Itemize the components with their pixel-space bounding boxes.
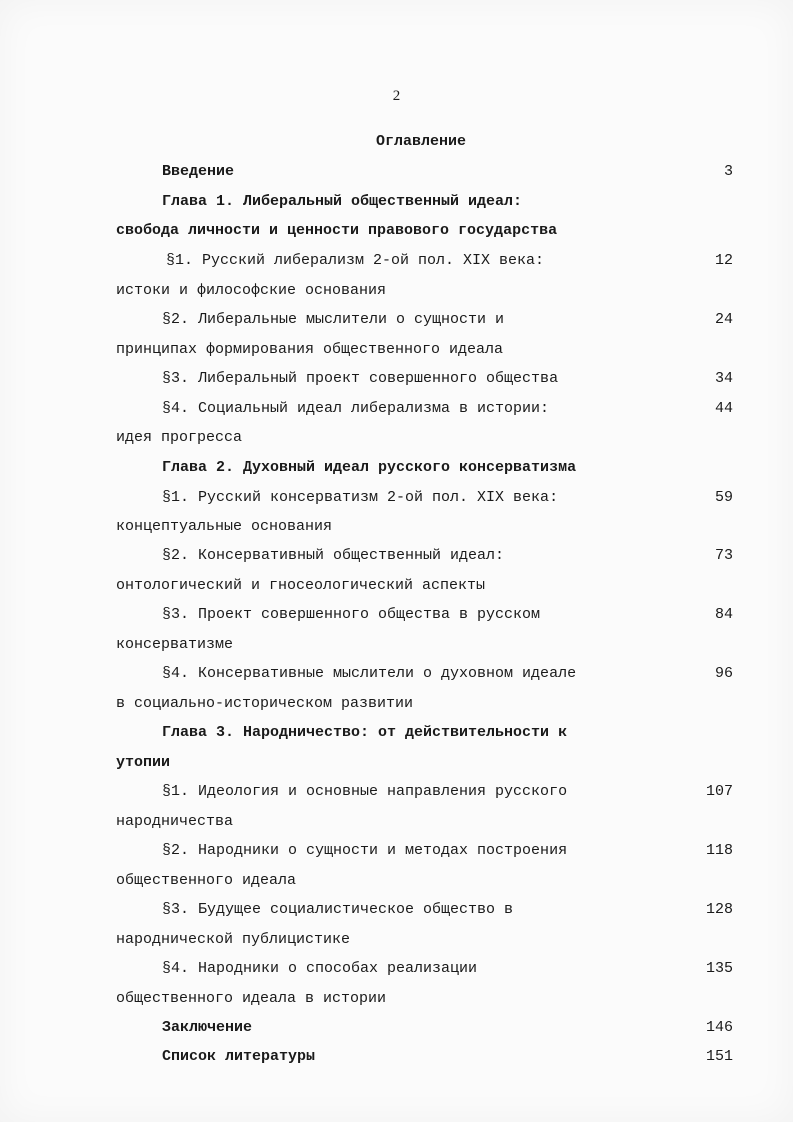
chapter-1-title: Глава 1. Либеральный общественный идеал: bbox=[162, 193, 523, 210]
ch2-section-3: §3. Проект совершенного общества в русском bbox=[162, 606, 541, 623]
ch2-section-1: §1. Русский консерватизм 2-ой пол. XIX века: bbox=[162, 489, 559, 506]
toc-bibliography-label: Список литературы bbox=[162, 1048, 316, 1065]
ch2-section-1-cont: концептуальные основания bbox=[116, 518, 333, 535]
ch1-section-3-page: 34 bbox=[714, 370, 733, 387]
chapter-3-title: Глава 3. Народничество: от действительности к bbox=[162, 724, 568, 741]
ch3-section-4-cont: общественного идеала в истории bbox=[116, 990, 387, 1007]
ch1-section-2: §2. Либеральные мыслители о сущности и bbox=[162, 311, 505, 328]
ch3-section-4: §4. Народники о способах реализации bbox=[162, 960, 478, 977]
ch3-section-2-page: 118 bbox=[705, 842, 733, 859]
ch2-section-2-page: 73 bbox=[714, 547, 733, 564]
ch3-section-3: §3. Будущее социалистическое общество в bbox=[162, 901, 514, 918]
ch3-section-2-cont: общественного идеала bbox=[116, 872, 297, 889]
ch2-section-4: §4. Консервативные мыслители о духовном идеале bbox=[162, 665, 577, 682]
ch1-section-4-cont: идея прогресса bbox=[116, 429, 243, 446]
toc-intro-page: 3 bbox=[723, 163, 733, 180]
ch1-section-1: §1. Русский либерализм 2-ой пол. XIX века: bbox=[166, 252, 545, 269]
ch1-section-1-cont: истоки и философские основания bbox=[116, 282, 387, 299]
toc-title: Оглавление bbox=[375, 133, 466, 150]
toc-conclusion-label: Заключение bbox=[162, 1019, 253, 1036]
chapter-2-title: Глава 2. Духовный идеал русского консерватизма bbox=[162, 459, 577, 476]
ch3-section-1-page: 107 bbox=[705, 783, 733, 800]
ch2-section-4-page: 96 bbox=[714, 665, 733, 682]
toc-intro-label: Введение bbox=[162, 163, 235, 180]
ch2-section-3-page: 84 bbox=[714, 606, 733, 623]
toc-bibliography-page: 151 bbox=[705, 1048, 733, 1065]
ch1-section-1-page: 12 bbox=[714, 252, 733, 269]
page-number: 2 bbox=[392, 88, 401, 104]
ch3-section-1: §1. Идеология и основные направления русского bbox=[162, 783, 568, 800]
ch2-section-4-cont: в социально-историческом развитии bbox=[116, 695, 414, 712]
chapter-1-title-cont: свобода личности и ценности правового государства bbox=[116, 222, 558, 239]
ch2-section-3-cont: консерватизме bbox=[116, 636, 234, 653]
ch1-section-4: §4. Социальный идеал либерализма в истории: bbox=[162, 400, 550, 417]
chapter-3-title-cont: утопии bbox=[116, 754, 171, 771]
ch3-section-2: §2. Народники о сущности и методах построения bbox=[162, 842, 568, 859]
ch1-section-4-page: 44 bbox=[714, 400, 733, 417]
ch1-section-2-page: 24 bbox=[714, 311, 733, 328]
ch3-section-4-page: 135 bbox=[705, 960, 733, 977]
toc-conclusion-page: 146 bbox=[705, 1019, 733, 1036]
ch3-section-3-cont: народнической публицистике bbox=[116, 931, 351, 948]
ch2-section-2-cont: онтологический и гносеологический аспекты bbox=[116, 577, 486, 594]
ch3-section-1-cont: народничества bbox=[116, 813, 234, 830]
ch1-section-2-cont: принципах формирования общественного идеала bbox=[116, 341, 504, 358]
ch2-section-2: §2. Консервативный общественный идеал: bbox=[162, 547, 505, 564]
ch1-section-3: §3. Либеральный проект совершенного общества bbox=[162, 370, 559, 387]
ch3-section-3-page: 128 bbox=[705, 901, 733, 918]
ch2-section-1-page: 59 bbox=[714, 489, 733, 506]
